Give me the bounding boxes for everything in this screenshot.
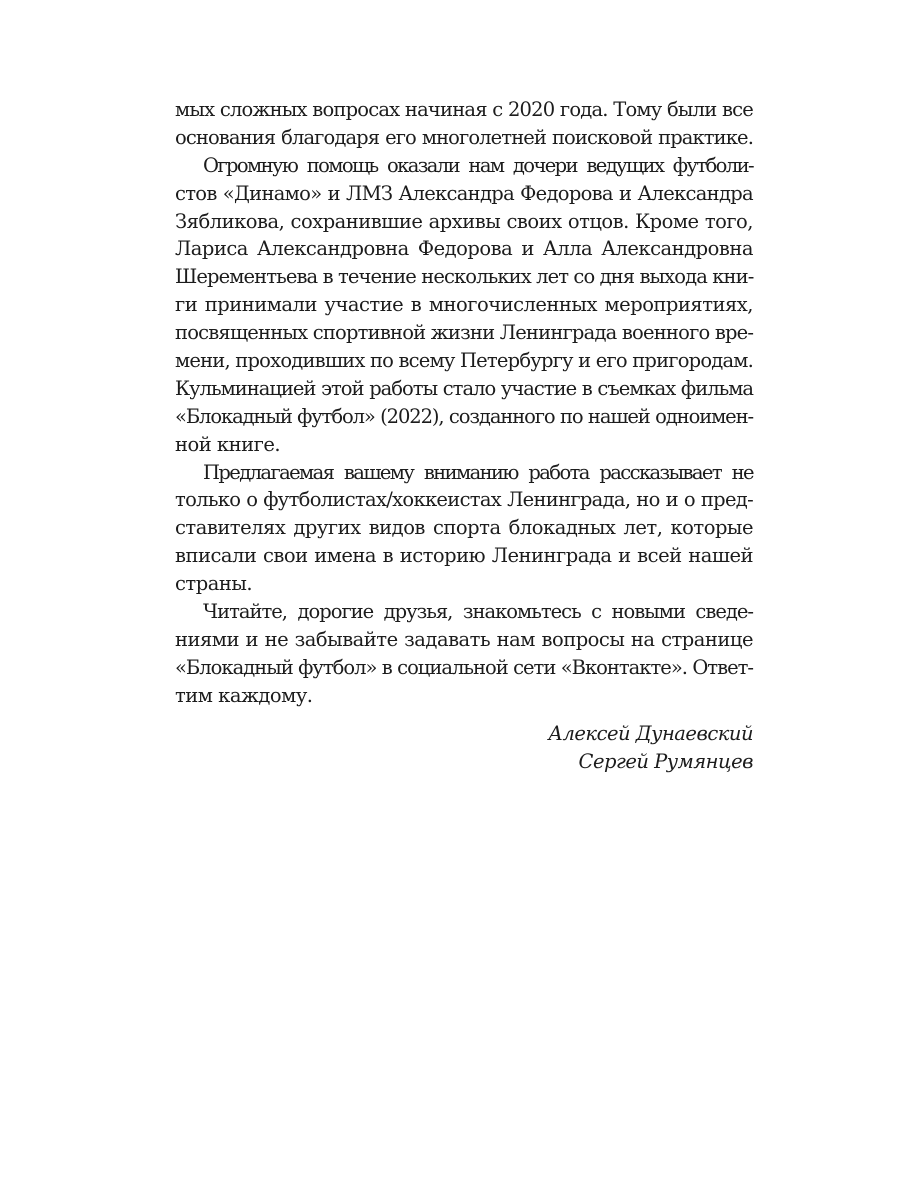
body-text [175,96,753,710]
author-name: Алексей Дунаевский [548,722,753,745]
text-line: мых сложных вопросах начиная с 2020 года. Тому были все [175,98,753,121]
author-signatures [175,720,753,776]
text-line: Зябликова, сохранившие архивы своих отцов. Кроме того, [175,209,753,233]
author-name: Сергей Румянцев [578,750,753,773]
paragraph-end-line: ной книге. [175,432,281,456]
paragraph-start-line: Читайте, дорогие друзья, знакомьтесь с новыми сведе- [203,600,753,624]
text-line: «Блокадный футбол» (2022), созданного по нашей одноимен- [175,404,753,428]
text-line: ги принимали участие в многочисленных мероприятиях, [175,293,753,317]
text-line: стов «Динамо» и ЛМЗ Александра Федорова и Александра [175,181,753,205]
text-line: вписали свои имена в историю Ленинграда и всей нашей [175,544,753,568]
text-line: мени, проходивших по всему Петербургу и его пригородам. [175,349,754,373]
text-line: «Блокадный футбол» в социальной сети «Вконтакте». Ответ- [175,655,753,679]
text-line: ставителях других видов спорта блокадных лет, которые [175,516,753,540]
text-line: посвященных спортивной жизни Ленинграда военного вре- [175,321,754,345]
paragraph-start-line: Огромную помощь оказали нам дочери ведущих футболи- [203,153,753,177]
text-line: Кульминацией этой работы стало участие в съемках фильма [175,376,753,400]
text-line: Лариса Александровна Федорова и Алла Александровна [175,237,753,261]
paragraph-end-line: страны. [175,572,253,596]
paragraph-end-line: тим каждому. [175,683,313,707]
paragraph-start-line: Предлагаемая вашему вниманию работа рассказывает не [203,460,753,484]
text-line: только о футболистах/хоккеистах Ленинграда, но и о пред- [175,488,753,512]
text-line: Шерементьева в течение нескольких лет со дня выхода кни- [175,265,754,289]
text-line: ниями и не забывайте задавать нам вопросы на странице [175,627,753,651]
text-line: основания благодаря его многолетней поисковой практике. [175,125,753,149]
